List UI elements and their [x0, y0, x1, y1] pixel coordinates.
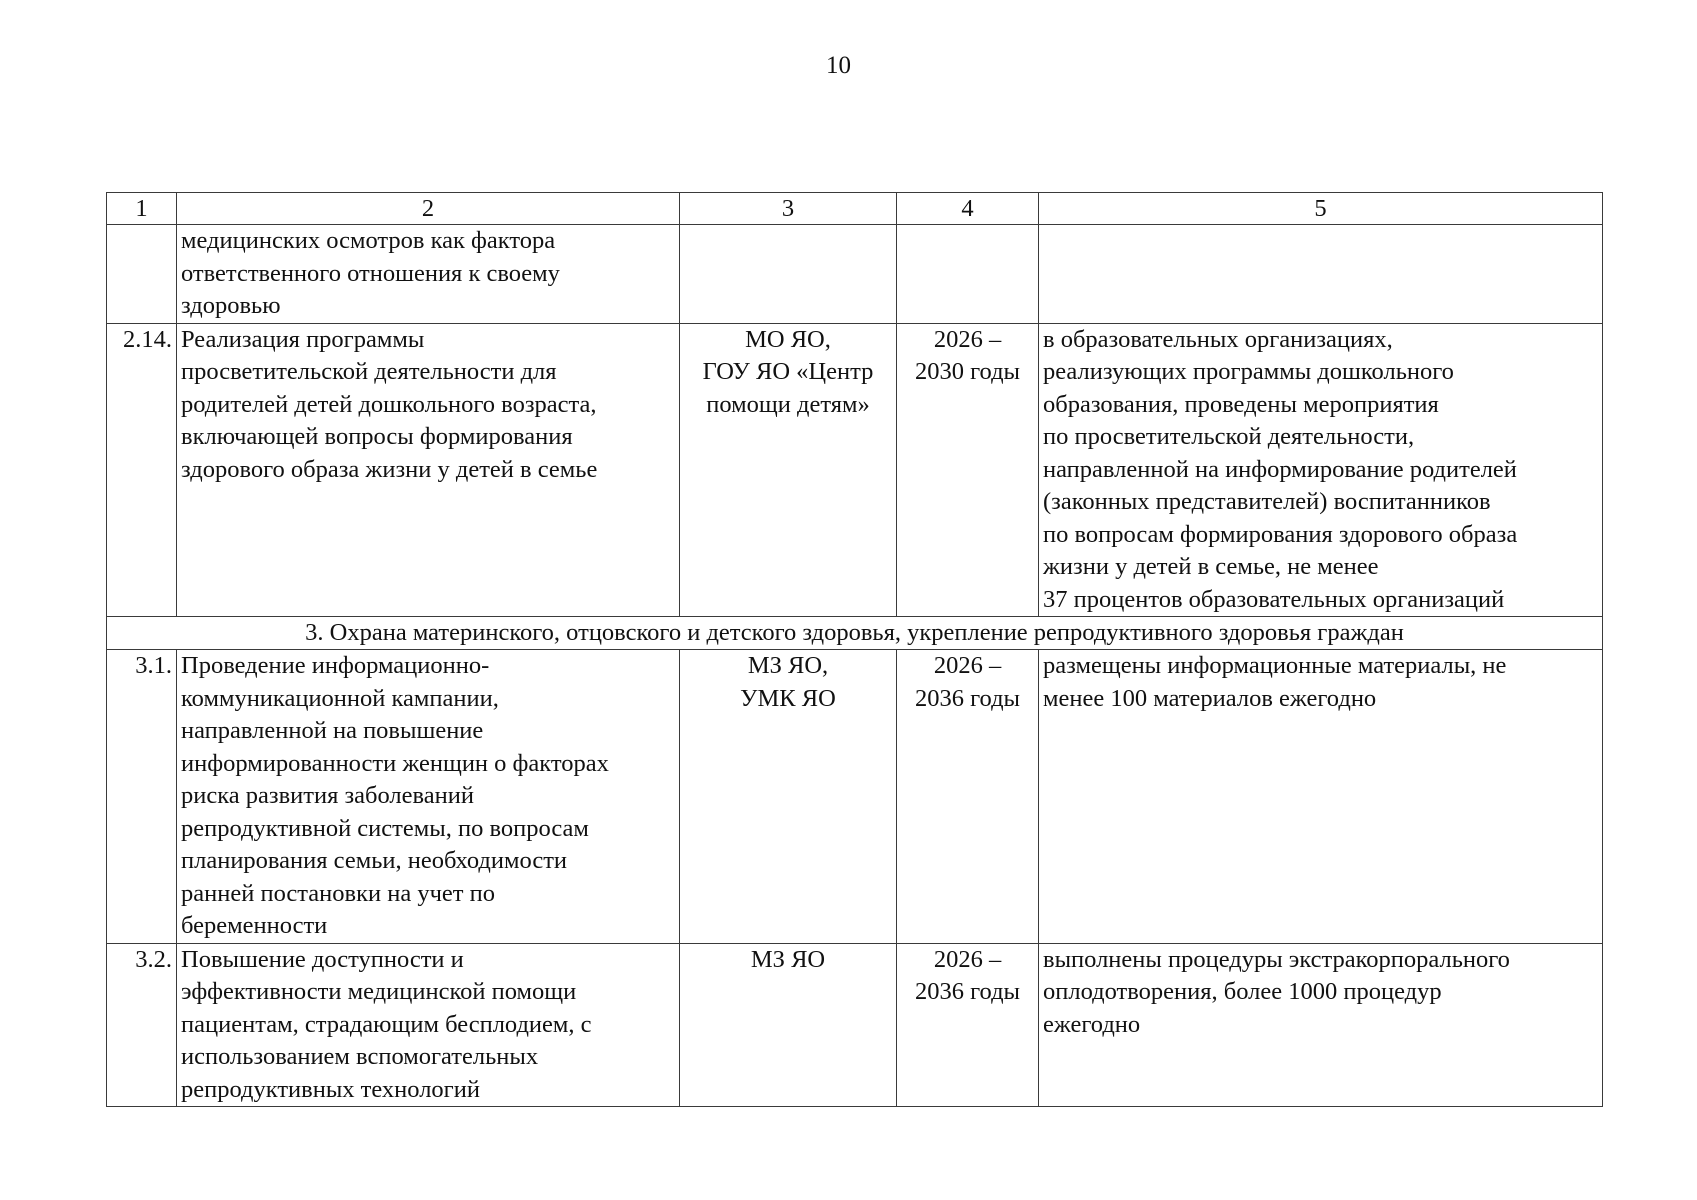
responsible-executor: МО ЯО, ГОУ ЯО «Центр помощи детям»: [680, 323, 897, 617]
header-col-3: 3: [680, 193, 897, 225]
measures-table: [106, 192, 1603, 1107]
row-number: [107, 225, 177, 324]
header-col-5: 5: [1039, 193, 1603, 225]
responsible-executor: МЗ ЯО, УМК ЯО: [680, 650, 897, 944]
responsible-executor: [680, 225, 897, 324]
header-col-1: 1: [107, 193, 177, 225]
measure-name: медицинских осмотров как фактора ответственного отношения к своему здоровью: [177, 225, 680, 324]
page-number: 10: [826, 52, 851, 79]
measure-name: Реализация программы просветительской деятельности для родителей детей дошкольного возраста, включающей вопросы формирования здорового образа жизни у детей в семье: [177, 323, 680, 617]
measure-name: Повышение доступности и эффективности медицинской помощи пациентам, страдающим бесплодием, с использованием вспомогательных репродуктивных технологий: [177, 943, 680, 1107]
row-number: 2.14.: [107, 323, 177, 617]
implementation-term: [897, 225, 1039, 324]
section-header-row: [107, 617, 1603, 650]
measure-name: Проведение информационно- коммуникационной кампании, направленной на повышение информированности женщин о факторах риска развития заболеваний репродуктивной системы, по вопросам планирования семьи, необходимости ранней постановки на учет по беременности: [177, 650, 680, 944]
responsible-executor: МЗ ЯО: [680, 943, 897, 1107]
expected-result: выполнены процедуры экстракорпорального оплодотворения, более 1000 процедур ежегодно: [1039, 943, 1603, 1107]
implementation-term: 2026 – 2036 годы: [897, 943, 1039, 1107]
table-row-continuation: [107, 225, 1603, 324]
table-row: [107, 323, 1603, 617]
expected-result: [1039, 225, 1603, 324]
implementation-term: 2026 – 2036 годы: [897, 650, 1039, 944]
table-row: [107, 650, 1603, 944]
expected-result: в образовательных организациях, реализующих программы дошкольного образования, проведены мероприятия по просветительской деятельности, направленной на информирование родителей (законных представителей) воспитанников по вопросам формирования здорового образа жизни у детей в семье, не менее 37 процентов образовательных организаций: [1039, 323, 1603, 617]
implementation-term: 2026 – 2030 годы: [897, 323, 1039, 617]
header-col-4: 4: [897, 193, 1039, 225]
table-row: [107, 943, 1603, 1107]
header-col-2: 2: [177, 193, 680, 225]
table-header-row: [107, 193, 1603, 225]
row-number: 3.1.: [107, 650, 177, 944]
expected-result: размещены информационные материалы, не менее 100 материалов ежегодно: [1039, 650, 1603, 944]
row-number: 3.2.: [107, 943, 177, 1107]
section-title: 3. Охрана материнского, отцовского и детского здоровья, укрепление репродуктивного здоровья граждан: [107, 617, 1603, 650]
